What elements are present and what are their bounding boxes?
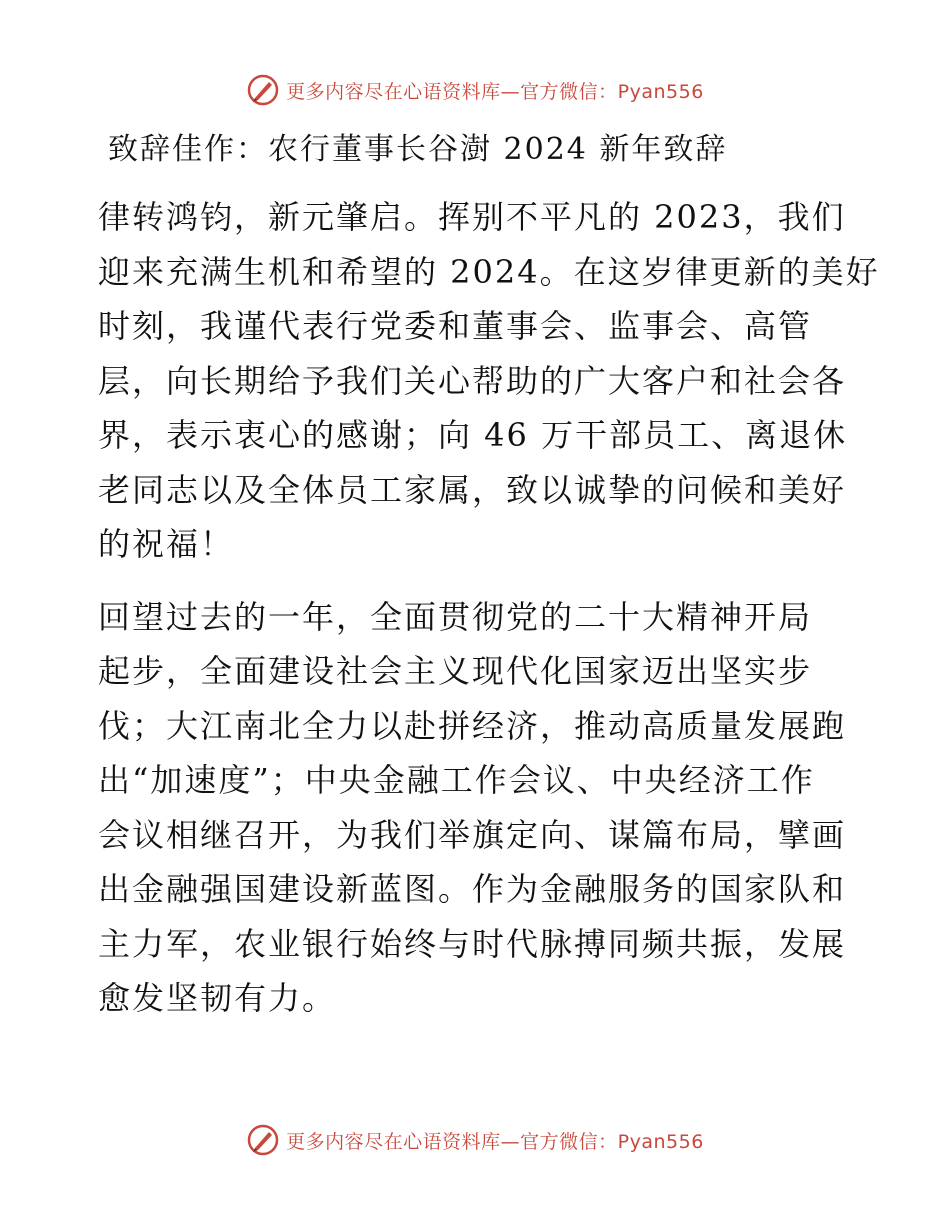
text-line: 迎来充满生机和希望的 2024。在这岁律更新的美好 — [98, 252, 880, 291]
quill-seal-icon — [246, 1123, 280, 1157]
text-line: 会议相继召开，为我们举旗定向、谋篇布局，擘画 — [98, 815, 847, 854]
text-line: 出“加速度”；中央金融工作会议、中央经济工作 — [98, 761, 815, 799]
document-title: 致辞佳作：农行董事长谷澍 2024 新年致辞 — [108, 132, 728, 167]
header-banner — [0, 70, 950, 110]
text-line: 愈发坚韧有力。 — [98, 979, 337, 1017]
text-line: 出金融强国建设新蓝图。作为金融服务的国家队和 — [98, 870, 847, 908]
quill-seal-icon — [246, 73, 280, 107]
text-line: 的祝福！ — [98, 525, 235, 563]
text-line: 层，向长期给予我们关心帮助的广大客户和社会各 — [98, 361, 847, 400]
text-line: 界，表示衷心的感谢；向 46 万干部员工、离退休 — [98, 416, 848, 454]
text-line: 时刻，我谨代表行党委和董事会、监事会、高管 — [98, 307, 813, 345]
text-line: 律转鸿钧，新元肇启。挥别不平凡的 2023，我们 — [98, 198, 846, 236]
banner-text: 更多内容尽在心语资料库—官方微信：Pyan556 — [286, 80, 704, 103]
text-line: 回望过去的一年，全面贯彻党的二十大精神开局 — [98, 597, 813, 636]
paragraph-1 — [98, 190, 880, 572]
banner-text: 更多内容尽在心语资料库—官方微信：Pyan556 — [286, 1130, 704, 1153]
text-line: 伐；大江南北全力以赴拼经济，推动高质量发展跑 — [98, 706, 847, 745]
text-line: 主力军，农业银行始终与时代脉搏同频共振，发展 — [98, 924, 847, 963]
document-body — [98, 190, 880, 1026]
footer-banner — [0, 1120, 950, 1160]
paragraph-2 — [98, 590, 858, 1026]
text-line: 老同志以及全体员工家属，致以诚挚的问候和美好 — [98, 470, 847, 509]
text-line: 起步，全面建设社会主义现代化国家迈出坚实步 — [98, 652, 813, 690]
